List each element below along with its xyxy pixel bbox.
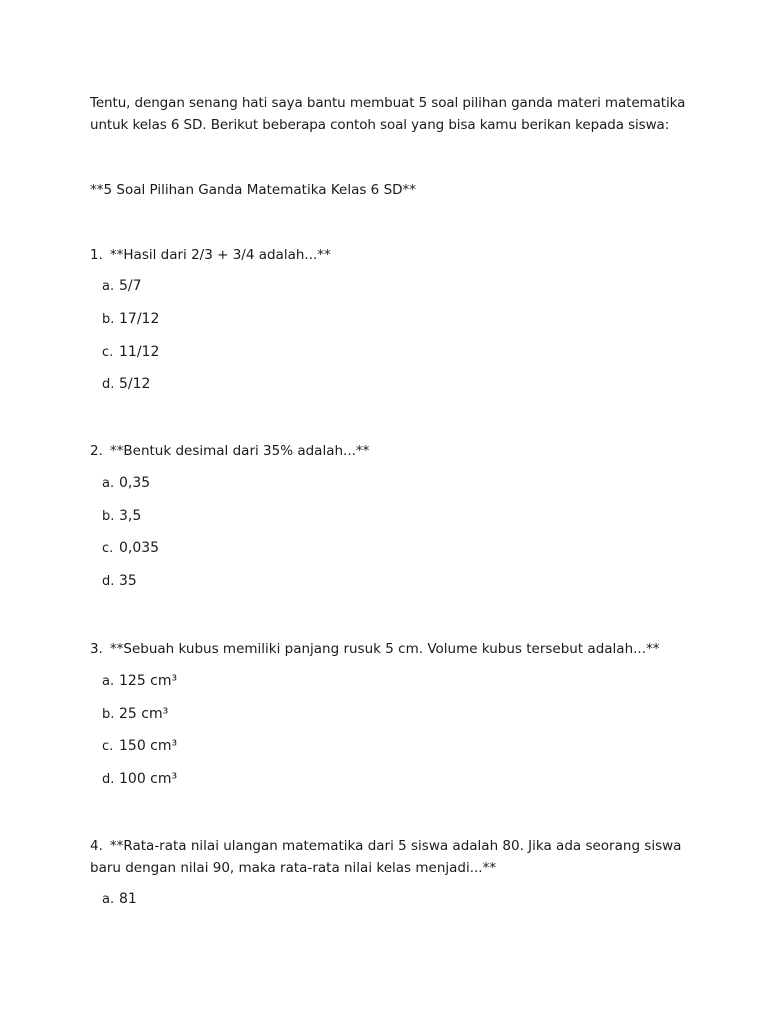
option-value: 5/7 xyxy=(119,278,142,294)
question-1 xyxy=(90,244,700,266)
question-text xyxy=(90,244,700,266)
option-letter: b. xyxy=(102,707,115,722)
option-3d xyxy=(102,769,177,790)
option-value: 11/12 xyxy=(119,344,160,360)
question-text xyxy=(90,440,700,462)
option-value: 17/12 xyxy=(119,311,160,327)
option-1c xyxy=(102,342,159,363)
question-text xyxy=(90,835,700,879)
question-2 xyxy=(90,440,700,462)
option-value: 125 cm³ xyxy=(119,673,178,689)
option-letter: c. xyxy=(102,345,114,360)
option-value: 35 xyxy=(119,573,137,589)
question-text xyxy=(90,638,700,660)
option-3a xyxy=(102,671,177,692)
option-value: 0,35 xyxy=(119,475,151,491)
question-number: 3. xyxy=(90,641,103,657)
option-value: 5/12 xyxy=(119,376,151,392)
question-number: 1. xyxy=(90,247,103,263)
option-letter: d. xyxy=(102,377,115,392)
option-letter: b. xyxy=(102,312,115,327)
option-2b xyxy=(102,506,141,527)
option-value: 0,035 xyxy=(119,540,160,556)
document-heading: **5 Soal Pilihan Ganda Matematika Kelas 6 SD** xyxy=(90,182,417,198)
option-letter: b. xyxy=(102,509,115,524)
option-letter: d. xyxy=(102,772,115,787)
option-letter: a. xyxy=(102,674,115,689)
option-letter: a. xyxy=(102,279,115,294)
option-2a xyxy=(102,473,150,494)
option-value: 25 cm³ xyxy=(119,706,169,722)
option-value: 81 xyxy=(119,891,137,907)
question-number: 2. xyxy=(90,443,103,459)
option-1a xyxy=(102,276,142,297)
option-letter: c. xyxy=(102,541,114,556)
option-3b xyxy=(102,704,168,725)
question-prompt: **Rata-rata nilai ulangan matematika dari 5 siswa adalah 80. Jika ada seorang siswa baru dengan nilai 90, maka rata-rata nilai kelas menjadi...** xyxy=(90,838,682,876)
option-1b xyxy=(102,309,159,330)
option-value: 150 cm³ xyxy=(119,738,178,754)
question-number: 4. xyxy=(90,838,103,854)
option-letter: d. xyxy=(102,574,115,589)
option-letter: a. xyxy=(102,476,115,491)
question-4 xyxy=(90,835,700,879)
option-2c xyxy=(102,538,159,559)
question-prompt: **Hasil dari 2/3 + 3/4 adalah...** xyxy=(109,247,331,263)
option-4a xyxy=(102,889,137,910)
option-1d xyxy=(102,374,150,395)
option-2d xyxy=(102,571,137,592)
question-prompt: **Bentuk desimal dari 35% adalah...** xyxy=(109,443,370,459)
option-value: 3,5 xyxy=(119,508,142,524)
option-3c xyxy=(102,736,177,757)
question-prompt: **Sebuah kubus memiliki panjang rusuk 5 cm. Volume kubus tersebut adalah...** xyxy=(109,641,660,657)
question-3 xyxy=(90,638,700,660)
intro-paragraph: Tentu, dengan senang hati saya bantu membuat 5 soal pilihan ganda materi matematika untuk kelas 6 SD. Berikut beberapa contoh soal yang bisa kamu berikan kepada siswa: xyxy=(90,95,686,133)
option-letter: c. xyxy=(102,739,114,754)
option-letter: a. xyxy=(102,892,115,907)
option-value: 100 cm³ xyxy=(119,771,178,787)
